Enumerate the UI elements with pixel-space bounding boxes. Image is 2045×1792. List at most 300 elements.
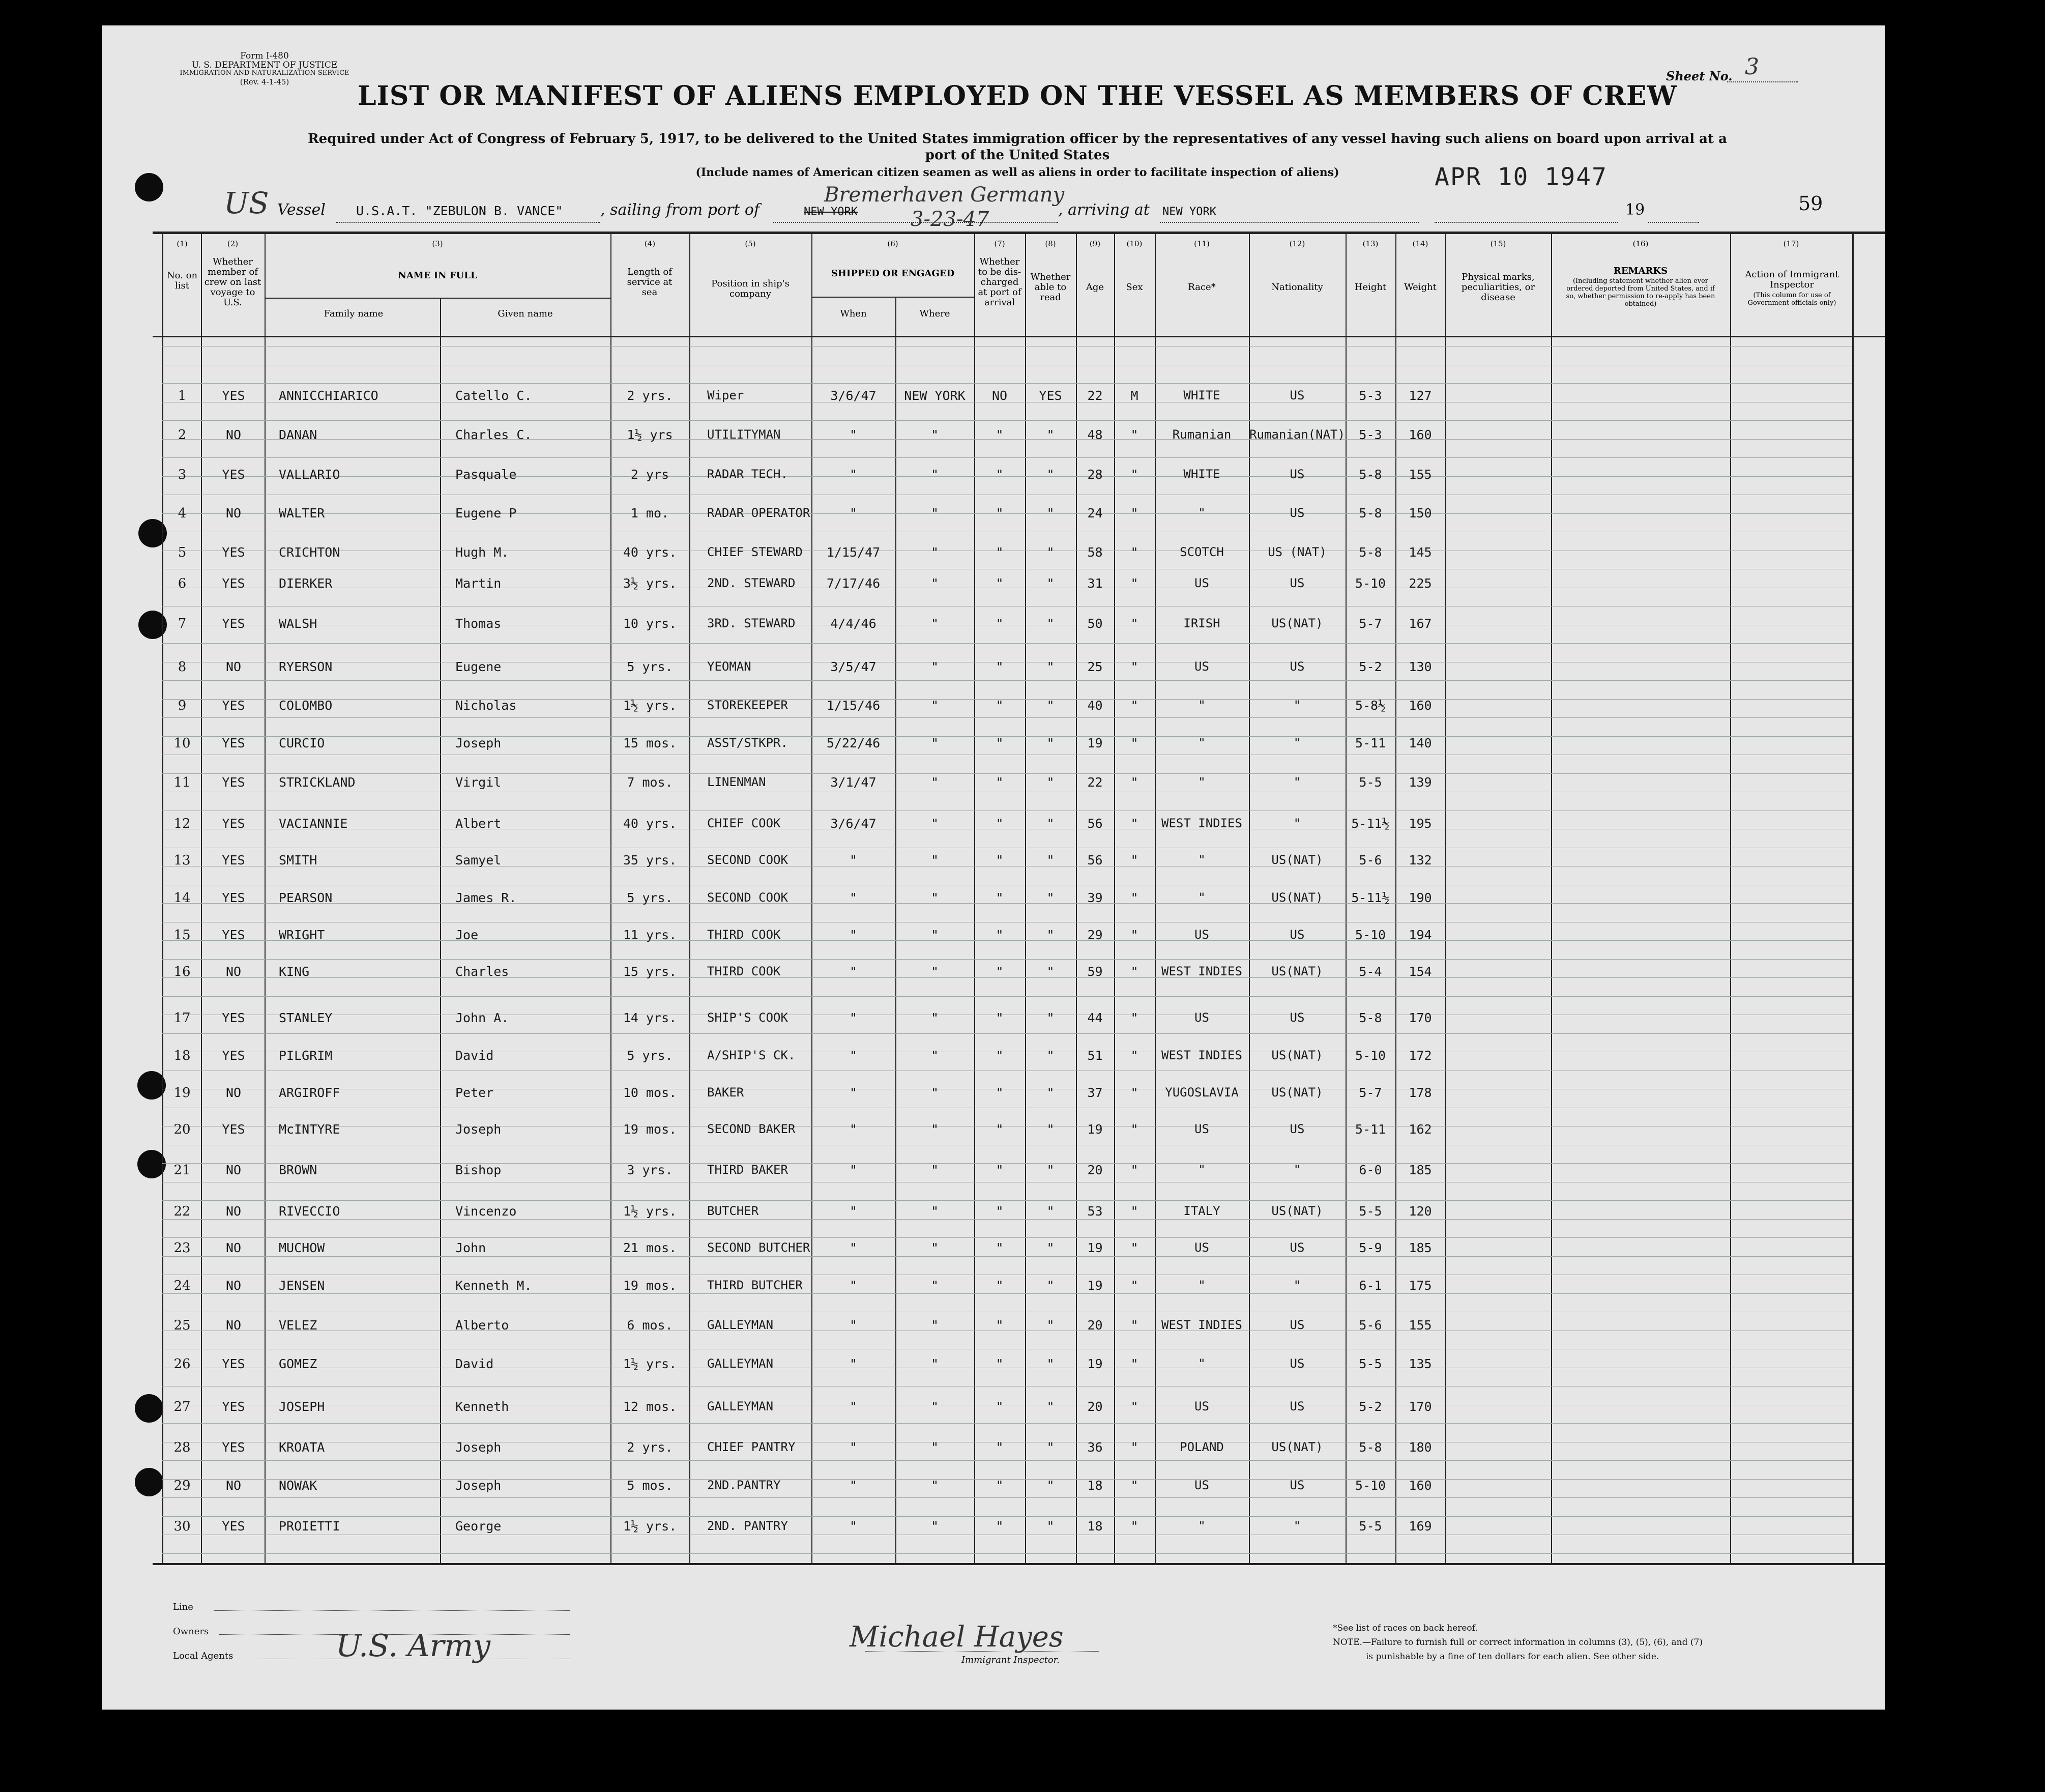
cell-position: THIRD COOK <box>707 928 781 942</box>
cell-read: " <box>1046 853 1055 868</box>
subtitle-1: Required under Act of Congress of February 5, 1917, to be delivered to the United States immigration officer by the representatives of any vessel having such aliens on board upon arrival at a <box>308 131 1727 147</box>
cell-family: ARGIROFF <box>279 1085 340 1100</box>
cell-race: " <box>1198 1278 1206 1292</box>
cell-family: JOSEPH <box>279 1399 325 1414</box>
cell-age: 50 <box>1087 616 1103 631</box>
cell-weight: 180 <box>1409 1440 1432 1455</box>
cell-where: " <box>930 1399 939 1414</box>
cell-given: Thomas <box>455 616 502 631</box>
table-bottom-border <box>153 1563 1885 1565</box>
cell-age: 29 <box>1087 928 1103 942</box>
cell-weight: 185 <box>1409 1163 1432 1177</box>
inspector-field <box>865 1651 1099 1652</box>
cell-where: " <box>930 1440 939 1455</box>
name-subheader-line <box>265 298 610 299</box>
cell-age: 19 <box>1087 1356 1103 1371</box>
cell-position: GALLEYMAN <box>707 1318 774 1332</box>
cell-where: " <box>930 659 939 674</box>
form-number: Form I-480 <box>240 51 289 61</box>
ruled-line <box>162 1256 1852 1257</box>
col-num-15: (15) <box>1490 239 1506 248</box>
column-divider <box>1852 232 1854 1563</box>
cell-family: STANLEY <box>279 1010 333 1025</box>
cell-nat: US(NAT) <box>1271 1204 1323 1218</box>
cell-where: " <box>930 1318 939 1333</box>
cell-no: 12 <box>173 816 191 831</box>
cell-age: 56 <box>1087 853 1103 868</box>
cell-read: " <box>1046 1240 1055 1255</box>
cell-age: 59 <box>1087 964 1103 979</box>
cell-no: 14 <box>173 890 191 906</box>
cell-family: DANAN <box>279 427 317 442</box>
col-num-5: (5) <box>745 239 756 248</box>
cell-family: BROWN <box>279 1163 317 1177</box>
cell-race: US <box>1194 659 1209 674</box>
cell-read: " <box>1046 427 1055 442</box>
header-length-of-service: Length of service at sea <box>627 267 673 298</box>
cell-when: 3/5/47 <box>830 659 877 674</box>
cell-prev: YES <box>222 775 245 790</box>
cell-race: WHITE <box>1183 388 1220 402</box>
cell-when: " <box>849 1085 858 1100</box>
cell-nat: Rumanian(NAT) <box>1249 427 1345 442</box>
cell-when: 3/6/47 <box>830 388 877 403</box>
cell-when: " <box>849 1318 858 1333</box>
cell-position: SECOND BUTCHER <box>707 1240 810 1255</box>
cell-service: 1½ yrs. <box>623 1204 677 1219</box>
cell-read: " <box>1046 890 1055 905</box>
ruled-line <box>162 996 1852 997</box>
line-field <box>214 1610 570 1611</box>
cell-when: " <box>849 1122 858 1137</box>
cell-prev: YES <box>222 1440 245 1455</box>
cell-position: CHIEF PANTRY <box>707 1440 796 1454</box>
cell-no: 30 <box>173 1519 191 1534</box>
cell-position: A/SHIP'S CK. <box>707 1048 796 1062</box>
sheet-number: 3 <box>1745 54 1759 80</box>
cell-position: BAKER <box>707 1085 744 1100</box>
cell-position: SHIP'S COOK <box>707 1010 788 1025</box>
cell-where: " <box>930 467 939 482</box>
cell-race: ITALY <box>1183 1204 1220 1218</box>
departure-port: NEW YORK <box>804 206 858 218</box>
cell-age: 19 <box>1087 1278 1103 1293</box>
cell-position: SECOND BAKER <box>707 1122 796 1136</box>
cell-disch: " <box>996 816 1004 831</box>
cell-family: RYERSON <box>279 659 333 674</box>
cell-no: 27 <box>173 1399 191 1414</box>
cell-race: " <box>1198 775 1206 789</box>
header-sex: Sex <box>1126 282 1143 293</box>
footer-owners-label: Owners <box>173 1626 209 1637</box>
cell-prev: YES <box>222 736 245 750</box>
cell-age: 48 <box>1087 427 1103 442</box>
cell-sex: " <box>1130 1519 1138 1534</box>
cell-race: WHITE <box>1183 467 1220 481</box>
col-num-9: (9) <box>1089 239 1101 248</box>
cell-sex: " <box>1130 1163 1138 1177</box>
cell-given: Joe <box>455 928 479 942</box>
table-top-border <box>153 232 1885 234</box>
cell-nat: US <box>1290 506 1305 520</box>
cell-race: US <box>1194 576 1209 590</box>
cell-when: " <box>849 427 858 442</box>
cell-race: " <box>1198 506 1206 520</box>
cell-prev: NO <box>225 427 242 442</box>
cell-service: 5 yrs. <box>627 890 673 905</box>
cell-weight: 145 <box>1409 545 1432 560</box>
cell-position: GALLEYMAN <box>707 1399 774 1413</box>
cell-when: " <box>849 1356 858 1371</box>
cell-prev: YES <box>222 1356 245 1371</box>
cell-service: 19 mos. <box>623 1278 677 1293</box>
cell-read: " <box>1046 1399 1055 1414</box>
cell-age: 56 <box>1087 816 1103 831</box>
cell-given: Peter <box>455 1085 494 1100</box>
cell-given: Nicholas <box>455 698 517 713</box>
cell-position: THIRD COOK <box>707 964 781 978</box>
cell-nat: US <box>1290 467 1305 481</box>
cell-weight: 170 <box>1409 1010 1432 1025</box>
cell-race: WEST INDIES <box>1161 1318 1242 1332</box>
cell-when: " <box>849 1010 858 1025</box>
cell-sex: " <box>1130 659 1138 674</box>
cell-position: THIRD BAKER <box>707 1163 788 1177</box>
cell-age: 40 <box>1087 698 1103 713</box>
cell-disch: " <box>996 1048 1004 1063</box>
cell-given: Joseph <box>455 1478 502 1493</box>
cell-height: 5-8 <box>1359 545 1382 560</box>
cell-race: WEST INDIES <box>1161 964 1242 978</box>
cell-where: " <box>930 816 939 831</box>
cell-sex: " <box>1130 1318 1138 1333</box>
cell-service: 11 yrs. <box>623 928 677 942</box>
cell-disch: " <box>996 1399 1004 1414</box>
cell-family: CURCIO <box>279 736 325 750</box>
cell-nat: " <box>1293 775 1301 789</box>
cell-family: VACIANNIE <box>279 816 348 831</box>
cell-when: " <box>849 853 858 868</box>
cell-no: 17 <box>173 1010 191 1026</box>
cell-position: 2ND.PANTRY <box>707 1478 781 1492</box>
cell-when: " <box>849 964 858 979</box>
cell-age: 19 <box>1087 1240 1103 1255</box>
cell-disch: " <box>996 1356 1004 1371</box>
cell-prev: NO <box>225 1163 242 1177</box>
cell-disch: " <box>996 890 1004 905</box>
cell-race: YUGOSLAVIA <box>1165 1085 1239 1100</box>
column-divider <box>1730 232 1731 1563</box>
cell-height: 5-10 <box>1355 1478 1386 1493</box>
cell-when: " <box>849 1204 858 1219</box>
cell-sex: " <box>1130 1010 1138 1025</box>
ruled-line <box>162 457 1852 458</box>
ruled-line <box>162 959 1852 960</box>
cell-nat: US <box>1290 659 1305 674</box>
cell-weight: 172 <box>1409 1048 1432 1063</box>
cell-position: CHIEF COOK <box>707 816 781 830</box>
cell-disch: " <box>996 964 1004 979</box>
cell-prev: NO <box>225 1240 242 1255</box>
vessel-name: U.S.A.T. "ZEBULON B. VANCE" <box>356 204 563 218</box>
cell-weight: 160 <box>1409 698 1432 713</box>
cell-sex: " <box>1130 1399 1138 1414</box>
cell-height: 5-8 <box>1359 506 1382 521</box>
ruled-line <box>162 420 1852 421</box>
cell-height: 5-5 <box>1359 1356 1382 1371</box>
cell-when: " <box>849 1519 858 1534</box>
cell-age: 36 <box>1087 1440 1103 1455</box>
cell-nat: US(NAT) <box>1271 1048 1323 1062</box>
cell-disch: " <box>996 1204 1004 1219</box>
cell-disch: " <box>996 1318 1004 1333</box>
cell-height: 5-5 <box>1359 1204 1382 1219</box>
cell-service: 6 mos. <box>627 1318 673 1333</box>
header-given-name: Given name <box>498 308 553 319</box>
cell-given: Martin <box>455 576 502 591</box>
cell-disch: " <box>996 775 1004 790</box>
cell-family: WALTER <box>279 506 325 521</box>
cell-weight: 167 <box>1409 616 1432 631</box>
inspector-signature: Michael Hayes <box>850 1621 1064 1654</box>
cell-height: 5-2 <box>1359 659 1382 674</box>
cell-no: 11 <box>173 775 191 790</box>
cell-age: 19 <box>1087 1122 1103 1137</box>
ruled-line <box>162 680 1852 681</box>
penalty-note-2: is punishable by a fine of ten dollars for each alien. See other side. <box>1366 1652 1659 1662</box>
cell-read: " <box>1046 1356 1055 1371</box>
footer-agents-label: Local Agents <box>173 1651 233 1661</box>
departure-date-hand: 3-23-47 <box>911 208 989 231</box>
cell-when: 3/1/47 <box>830 775 877 790</box>
header-discharged: Whether to be dis-charged at port of arrival <box>978 256 1021 308</box>
sheet-label: Sheet No. <box>1666 69 1733 83</box>
cell-where: " <box>930 1010 939 1025</box>
cell-race: WEST INDIES <box>1161 1048 1242 1062</box>
cell-family: STRICKLAND <box>279 775 356 790</box>
cell-prev: NO <box>225 1318 242 1333</box>
cell-service: 1 mo. <box>630 506 669 521</box>
cell-race: US <box>1194 928 1209 942</box>
cell-no: 16 <box>173 964 191 979</box>
arrival-underline <box>1160 222 1419 223</box>
cell-family: GOMEZ <box>279 1356 317 1371</box>
cell-sex: " <box>1130 616 1138 631</box>
cell-position: RADAR TECH. <box>707 467 788 481</box>
cell-service: 15 yrs. <box>623 964 677 979</box>
cell-prev: NO <box>225 1278 242 1293</box>
header-when: When <box>840 308 867 319</box>
cell-nat: US <box>1290 1122 1305 1136</box>
cell-family: RIVECCIO <box>279 1204 340 1219</box>
cell-given: Albert <box>455 816 502 831</box>
cell-sex: " <box>1130 1440 1138 1455</box>
cell-sex: " <box>1130 506 1138 521</box>
cell-where: " <box>930 1048 939 1063</box>
cell-weight: 139 <box>1409 775 1432 790</box>
header-remarks-note: (Including statement whether alien ever ordered deported from United States, and if so, whether permission to re-apply has been obtained) <box>1566 277 1715 308</box>
punch-hole <box>135 1468 163 1496</box>
cell-weight: 162 <box>1409 1122 1432 1137</box>
cell-prev: YES <box>222 576 245 591</box>
cell-no: 22 <box>173 1204 191 1219</box>
inspector-label: Immigrant Inspector. <box>961 1655 1060 1665</box>
cell-when: " <box>849 1440 858 1455</box>
races-note: *See list of races on back hereof. <box>1333 1623 1478 1633</box>
cell-nat: US(NAT) <box>1271 890 1323 905</box>
cell-where: " <box>930 853 939 868</box>
received-date-stamp: APR 10 1947 <box>1435 163 1608 191</box>
cell-service: 14 yrs. <box>623 1010 677 1025</box>
cell-nat: US <box>1290 928 1305 942</box>
cell-race: WEST INDIES <box>1161 816 1242 830</box>
cell-where: " <box>930 1278 939 1293</box>
cell-when: " <box>849 506 858 521</box>
cell-weight: 120 <box>1409 1204 1432 1219</box>
cell-no: 25 <box>173 1318 191 1333</box>
cell-read: " <box>1046 545 1055 560</box>
cell-disch: " <box>996 1519 1004 1534</box>
col-num-14: (14) <box>1412 239 1428 248</box>
cell-age: 28 <box>1087 467 1103 482</box>
cell-read: " <box>1046 775 1055 790</box>
cell-prev: NO <box>225 1085 242 1100</box>
header-able-to-read: Whether able to read <box>1030 272 1071 303</box>
cell-given: Joseph <box>455 736 502 750</box>
cell-when: " <box>849 1240 858 1255</box>
cell-where: " <box>930 506 939 521</box>
penalty-note-1: NOTE.—Failure to furnish full or correct information in columns (3), (5), (6), and (7) <box>1333 1637 1703 1648</box>
cell-no: 21 <box>173 1163 191 1178</box>
cell-disch: NO <box>991 388 1008 403</box>
departure-port-hand: Bremerhaven Germany <box>824 183 1065 207</box>
cell-race: Rumanian <box>1172 427 1232 442</box>
cell-read: " <box>1046 1478 1055 1493</box>
col-num-6: (6) <box>887 239 898 248</box>
cell-race: US <box>1194 1010 1209 1025</box>
year-underline <box>1648 222 1699 223</box>
cell-sex: " <box>1130 1204 1138 1219</box>
cell-where: " <box>930 964 939 979</box>
cell-given: Joseph <box>455 1122 502 1137</box>
cell-service: 15 mos. <box>623 736 677 750</box>
cell-given: Catello C. <box>455 388 532 403</box>
cell-height: 5-6 <box>1359 1318 1382 1333</box>
cell-service: 21 mos. <box>623 1240 677 1255</box>
cell-given: Hugh M. <box>455 545 509 560</box>
cell-nat: " <box>1293 1163 1301 1177</box>
cell-where: " <box>930 1356 939 1371</box>
cell-disch: " <box>996 1085 1004 1100</box>
ruled-line <box>162 1460 1852 1461</box>
cell-family: MUCHOW <box>279 1240 325 1255</box>
header-nationality: Nationality <box>1271 282 1323 293</box>
cell-weight: 190 <box>1409 890 1432 905</box>
cell-family: DIERKER <box>279 576 333 591</box>
col-num-7: (7) <box>994 239 1005 248</box>
header-inspector-action: Action of Immigrant Inspector <box>1745 269 1839 290</box>
cell-when: " <box>849 1163 858 1177</box>
cell-read: " <box>1046 1519 1055 1534</box>
cell-height: 5-8½ <box>1355 698 1386 713</box>
table-header-bottom <box>153 336 1885 337</box>
cell-family: COLOMBO <box>279 698 333 713</box>
cell-sex: " <box>1130 427 1138 442</box>
cell-when: 1/15/47 <box>826 545 881 560</box>
cell-sex: " <box>1130 545 1138 560</box>
cell-nat: US <box>1290 1399 1305 1413</box>
ruled-line <box>162 1293 1852 1294</box>
cell-where: " <box>930 698 939 713</box>
cell-family: NOWAK <box>279 1478 317 1493</box>
cell-prev: YES <box>222 467 245 482</box>
cell-height: 6-0 <box>1359 1163 1382 1177</box>
cell-race: " <box>1198 890 1206 905</box>
cell-nat: US(NAT) <box>1271 1440 1323 1454</box>
cell-where: NEW YORK <box>904 388 966 403</box>
cell-family: SMITH <box>279 853 317 868</box>
cell-position: STOREKEEPER <box>707 698 788 712</box>
cell-given: James R. <box>455 890 517 905</box>
header-previous-voyage: Whether member of crew on last voyage to U.S. <box>204 256 261 308</box>
cell-when: " <box>849 1048 858 1063</box>
cell-nat: US <box>1290 1010 1305 1025</box>
cell-nat: US(NAT) <box>1271 1085 1323 1100</box>
cell-position: SECOND COOK <box>707 890 788 905</box>
cell-weight: 185 <box>1409 1240 1432 1255</box>
cell-when: " <box>849 1278 858 1293</box>
cell-given: Eugene <box>455 659 502 674</box>
ruled-line <box>162 773 1852 774</box>
vessel-hand-note: US <box>224 186 269 220</box>
cell-position: GALLEYMAN <box>707 1356 774 1371</box>
cell-weight: 150 <box>1409 506 1432 521</box>
cell-where: " <box>930 1478 939 1493</box>
header-weight: Weight <box>1404 282 1437 293</box>
cell-prev: NO <box>225 964 242 979</box>
cell-family: JENSEN <box>279 1278 325 1293</box>
cell-given: David <box>455 1356 494 1371</box>
cell-sex: " <box>1130 853 1138 868</box>
cell-prev: NO <box>225 659 242 674</box>
cell-where: " <box>930 928 939 942</box>
cell-where: " <box>930 576 939 591</box>
cell-given: Joseph <box>455 1440 502 1455</box>
cell-prev: YES <box>222 1519 245 1534</box>
ruled-line <box>162 1237 1852 1238</box>
cell-family: WALSH <box>279 616 317 631</box>
header-family-name: Family name <box>324 308 384 319</box>
cell-disch: " <box>996 467 1004 482</box>
cell-sex: " <box>1130 1122 1138 1137</box>
cell-age: 51 <box>1087 1048 1103 1063</box>
cell-height: 6-1 <box>1359 1278 1382 1293</box>
cell-sex: " <box>1130 1085 1138 1100</box>
cell-given: Vincenzo <box>455 1204 517 1219</box>
cell-no: 13 <box>173 853 191 868</box>
cell-prev: NO <box>225 506 242 521</box>
cell-weight: 175 <box>1409 1278 1432 1293</box>
cell-sex: " <box>1130 890 1138 905</box>
cell-age: 20 <box>1087 1399 1103 1414</box>
cell-where: " <box>930 616 939 631</box>
cell-race: " <box>1198 698 1206 712</box>
cell-disch: " <box>996 1010 1004 1025</box>
cell-no: 29 <box>173 1478 191 1493</box>
cell-given: Charles <box>455 964 509 979</box>
header-physical-marks: Physical marks, peculiarities, or disease <box>1461 272 1535 303</box>
punch-hole <box>135 1394 163 1423</box>
